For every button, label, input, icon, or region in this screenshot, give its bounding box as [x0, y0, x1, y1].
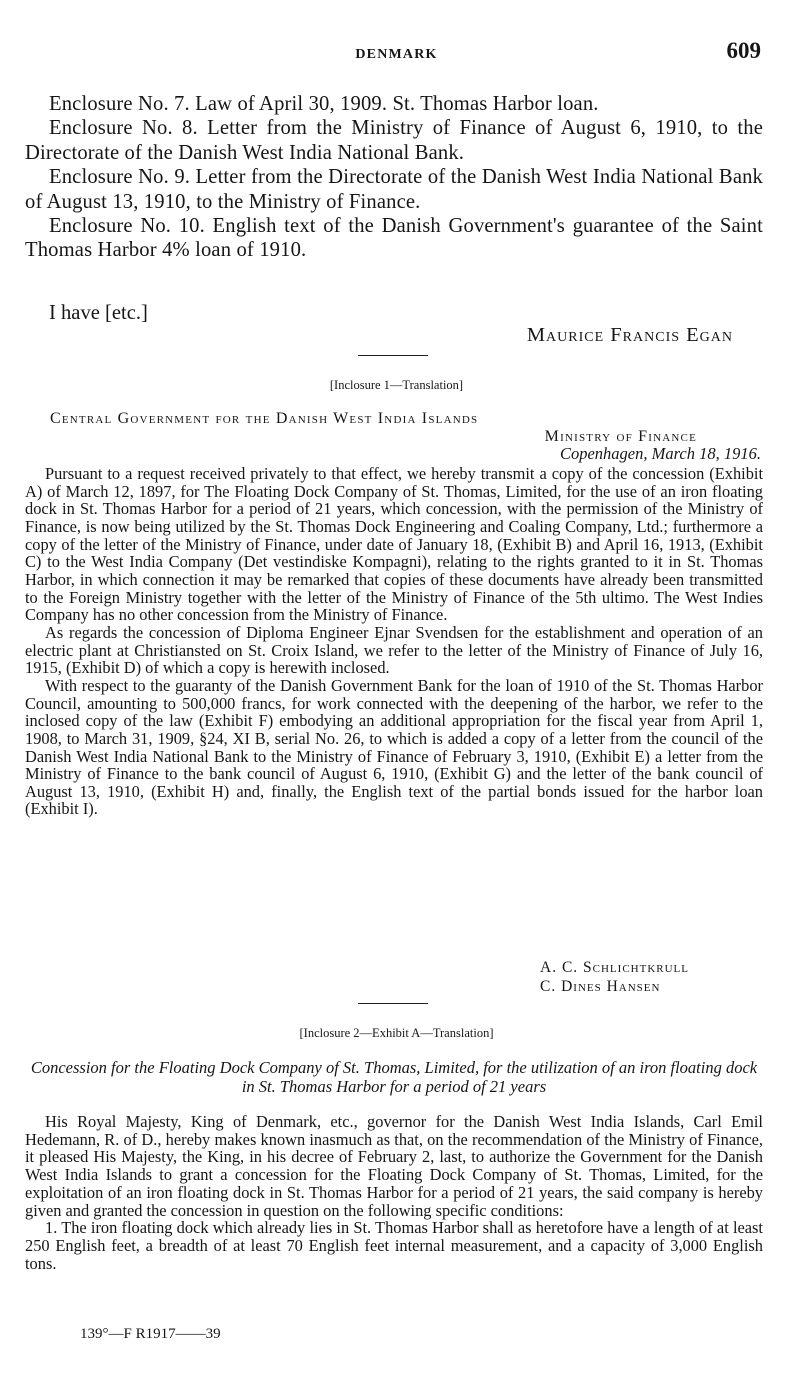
printer-signature: 139°—F R1917——39 — [80, 1326, 221, 1342]
sender-line: Central Government for the Danish West India Islands — [50, 410, 479, 427]
recipient-line: Ministry of Finance — [544, 428, 697, 445]
paragraph: Pursuant to a request received privately to that effect, we hereby transmit a copy of the concession (Exhibit A) of March 12, 1897, for The Floating Dock Company of St. Thomas, Limited, for the use of an iron floating dock in St. Thomas Harbor for a period of 21 years, which concession, with the permission of the Ministry of Finance, is now being utilized by the St. Thomas Dock Engineering and Coaling Company, Ltd.; furthermore a copy of the letter of the Ministry of Finance, under date of January 18, (Exhibit B) and April 16, 1913, (Exhibit C) to the West India Company (Det vestindiske Kompagni), relating to the rights granted to it in St. Thomas Harbor, in which connection it may be remarked that copies of these documents have already been transmitted to the Foreign Ministry together with the letter of the Ministry of Finance of the 5th ultimo. The West Indies Company has no other concession from the Ministry of Finance. — [25, 464, 763, 625]
concession-title: Concession for the Floating Dock Company of St. Thomas, Limited, for the utilization of an iron floating dock in St. Thomas Harbor for a period of 21 years — [30, 1058, 758, 1096]
closing-line: I have [etc.] — [49, 302, 148, 324]
signer-name: C. Dines Hansen — [540, 978, 661, 995]
signature: Maurice Francis Egan — [526, 324, 733, 346]
section-divider — [358, 355, 428, 356]
signer-name: A. C. Schlichtkrull — [540, 959, 689, 976]
paragraph: His Royal Majesty, King of Denmark, etc., governor for the Danish West India Islands, Carl Emil Hedemann, R. of D., hereby makes known inasmuch as that, on the recommendation of the Ministry of Finance, it pleased His Majesty, the King, in his decree of February 2, last, to authorize the Government for the Danish West India Islands to grant a concession for the Floating Dock Company of St. Thomas, Limited, for the exploitation of an iron floating dock in St. Thomas Harbor for a period of 21 years, the said company is hereby given and granted the concession in question on the following specific conditions: — [25, 1112, 763, 1220]
section-divider — [358, 1003, 428, 1004]
inclosure1-body — [25, 465, 763, 818]
paragraph: As regards the concession of Diploma Engineer Ejnar Svendsen for the establishment and operation of an electric plant at Christiansted on St. Croix Island, we refer to the letter of the Ministry of Finance of July 16, 1915, (Exhibit D) of which a copy is herewith inclosed. — [25, 622, 763, 678]
enclosure-item: Enclosure No. 7. Law of April 30, 1909. St. Thomas Harbor loan. — [49, 93, 599, 115]
inclosure2-heading: [Inclosure 2—Exhibit A—Translation] — [299, 1026, 494, 1040]
enclosure-item: Enclosure No. 9. Letter from the Directorate of the Danish West India National Bank of August 13, 1910, to the Ministry of Finance. — [25, 166, 763, 213]
signers-block — [540, 958, 689, 996]
running-header: DENMARK — [355, 47, 438, 62]
page-number: 609 — [726, 38, 761, 63]
paragraph: 1. The iron floating dock which already lies in St. Thomas Harbor shall as heretofore have a length of at least 250 English feet, a breadth of at least 70 English feet internal measurement, and a capacity of 3,000 English tons. — [25, 1218, 763, 1273]
enclosure-list — [25, 92, 763, 263]
inclosure2-body — [25, 1113, 763, 1272]
paragraph: With respect to the guaranty of the Danish Government Bank for the loan of 1910 of the St. Thomas Harbor Council, amounting to 500,000 francs, for work connected with the deepening of the harbor, we refer to the inclosed copy of the law (Exhibit F) embodying an additional appropriation for the fiscal year from April 1, 1908, to March 31, 1909, §24, XI B, serial No. 26, to which is added a copy of a letter from the council of the Danish West India National Bank to the Ministry of Finance of February 3, 1910, (Exhibit E) a letter from the Ministry of Finance to the bank council of August 6, 1910, (Exhibit G) and the letter of the bank council of August 13, 1910, (Exhibit H) and, finally, the English text of the partial bonds issued for the harbor loan (Exhibit I). — [25, 675, 763, 819]
enclosure-item: Enclosure No. 8. Letter from the Ministry of Finance of August 6, 1910, to the Directorate of the Danish West India National Bank. — [25, 117, 763, 164]
inclosure1-heading: [Inclosure 1—Translation] — [329, 378, 464, 392]
enclosure-item: Enclosure No. 10. English text of the Danish Government's guarantee of the Saint Thomas Harbor 4% loan of 1910. — [25, 215, 763, 262]
dateline: Copenhagen, March 18, 1916. — [559, 444, 761, 463]
